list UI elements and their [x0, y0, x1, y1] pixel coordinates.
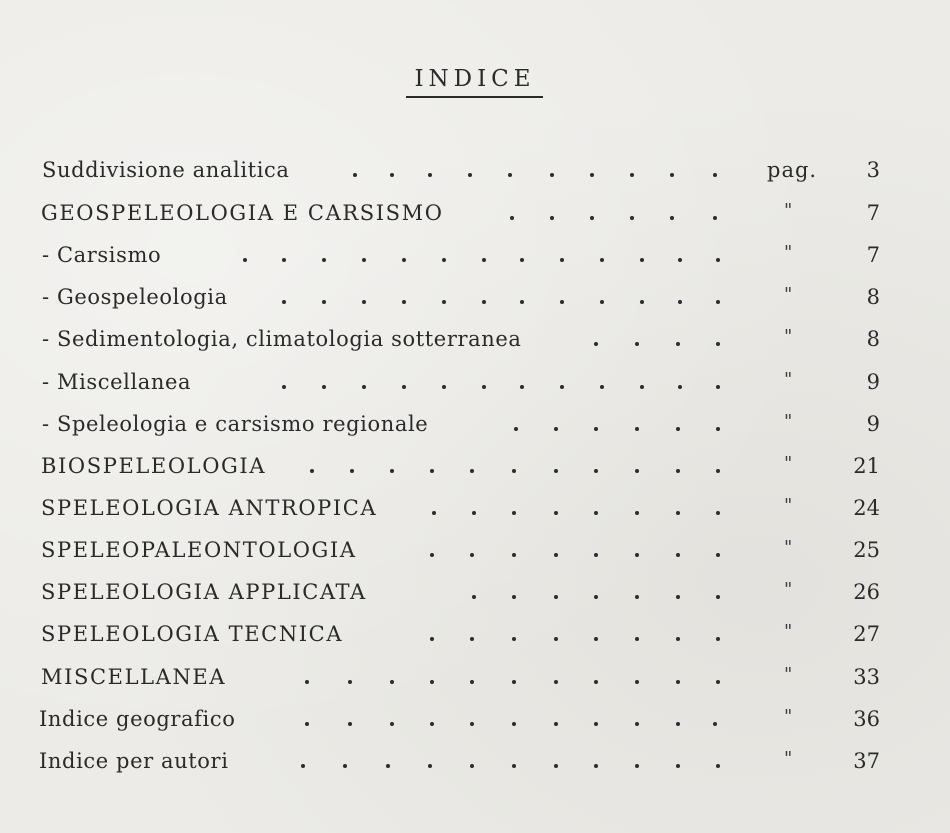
- leader-dot: [386, 764, 390, 768]
- leader-dot: [348, 722, 352, 726]
- leader-dot: [594, 342, 598, 346]
- leader-dot: [470, 469, 474, 473]
- leader-dot: [442, 385, 446, 389]
- leader-dot: [322, 300, 326, 304]
- ditto-mark: ": [784, 664, 793, 685]
- leader-dot: [594, 595, 598, 599]
- ditto-mark: ": [784, 453, 793, 474]
- page-number: 36: [853, 707, 880, 731]
- leader-dot: [350, 469, 354, 473]
- leader-dot: [676, 764, 680, 768]
- page-number: 27: [853, 622, 880, 646]
- leader-dot: [670, 216, 674, 220]
- leader-dot: [353, 173, 357, 177]
- leader-dot: [716, 553, 720, 557]
- leader-dot: [390, 722, 394, 726]
- leader-dot: [713, 216, 717, 220]
- leader-dot: [635, 511, 639, 515]
- toc-row: [0, 660, 950, 694]
- leader-dot: [430, 637, 434, 641]
- toc-row: [0, 702, 950, 736]
- toc-entry-label: SPELEOLOGIA ANTROPICA: [41, 496, 378, 520]
- toc-row: [0, 238, 950, 272]
- ditto-mark: ": [784, 242, 793, 263]
- ditto-mark: ": [784, 411, 793, 432]
- leader-dot: [630, 173, 634, 177]
- leader-dot: [430, 553, 434, 557]
- ditto-mark: ": [784, 495, 793, 516]
- leader-dot: [676, 427, 680, 431]
- leader-dot: [600, 258, 604, 262]
- page-number: 37: [853, 749, 880, 773]
- ditto-mark: ": [784, 326, 793, 347]
- leader-dot: [716, 427, 720, 431]
- leader-dot: [243, 258, 247, 262]
- leader-dot: [594, 637, 598, 641]
- leader-dot: [520, 300, 524, 304]
- toc-entry-label: MISCELLANEA: [41, 665, 227, 689]
- leader-dot: [430, 722, 434, 726]
- leader-dot: [282, 258, 286, 262]
- leader-dot: [512, 680, 516, 684]
- leader-dot: [560, 385, 564, 389]
- leader-dot: [470, 637, 474, 641]
- leader-dot: [554, 553, 558, 557]
- leader-dot: [678, 385, 682, 389]
- leader-dot: [512, 511, 516, 515]
- leader-dot: [676, 342, 680, 346]
- leader-dot: [676, 595, 680, 599]
- leader-dot: [635, 427, 639, 431]
- toc-entry-label: Suddivisione analitica: [42, 158, 290, 182]
- leader-dot: [594, 427, 598, 431]
- leader-dot: [472, 595, 476, 599]
- toc-row: [0, 533, 950, 567]
- leader-dot: [348, 680, 352, 684]
- leader-dot: [512, 637, 516, 641]
- leader-dot: [362, 258, 366, 262]
- page-number: 9: [866, 370, 880, 394]
- ditto-mark: ": [784, 706, 793, 727]
- leader-dot: [362, 385, 366, 389]
- leader-dot: [514, 427, 518, 431]
- leader-dot: [390, 173, 394, 177]
- leader-dot: [310, 469, 314, 473]
- leader-dot: [600, 300, 604, 304]
- leader-dot: [301, 764, 305, 768]
- leader-dot: [482, 258, 486, 262]
- leader-dot: [594, 469, 598, 473]
- leader-dot: [635, 680, 639, 684]
- toc-entry-label: - Geospeleologia: [42, 285, 228, 309]
- leader-dot: [560, 258, 564, 262]
- leader-dot: [482, 385, 486, 389]
- title-underline: [406, 96, 543, 98]
- leader-dot: [600, 385, 604, 389]
- leader-dot: [640, 300, 644, 304]
- leader-dot: [716, 764, 720, 768]
- leader-dot: [716, 342, 720, 346]
- leader-dot: [594, 722, 598, 726]
- leader-dot: [468, 173, 472, 177]
- leader-dot: [554, 427, 558, 431]
- leader-dot: [520, 258, 524, 262]
- leader-dot: [635, 595, 639, 599]
- leader-dot: [554, 511, 558, 515]
- page-title: INDICE: [414, 66, 536, 92]
- leader-dot: [510, 216, 514, 220]
- leader-dot: [305, 722, 309, 726]
- leader-dot: [442, 300, 446, 304]
- leader-dot: [512, 595, 516, 599]
- page-number: 8: [866, 285, 880, 309]
- toc-entry-label: Indice geografico: [39, 707, 236, 731]
- page-number: 7: [866, 243, 880, 267]
- toc-row: [0, 280, 950, 314]
- leader-dot: [512, 469, 516, 473]
- toc-row: [0, 617, 950, 651]
- leader-dot: [554, 764, 558, 768]
- leader-dot: [676, 722, 680, 726]
- leader-dot: [635, 469, 639, 473]
- toc-row: [0, 407, 950, 441]
- leader-dot: [676, 553, 680, 557]
- leader-dot: [635, 553, 639, 557]
- leader-dot: [716, 595, 720, 599]
- leader-dot: [640, 258, 644, 262]
- leader-dot: [402, 385, 406, 389]
- page-number: 25: [853, 538, 880, 562]
- page-number: 24: [853, 496, 880, 520]
- leader-dot: [428, 764, 432, 768]
- leader-dot: [594, 764, 598, 768]
- page-number: 26: [853, 580, 880, 604]
- leader-dot: [635, 722, 639, 726]
- toc-entry-label: Indice per autori: [39, 749, 229, 773]
- leader-dot: [676, 469, 680, 473]
- page-number: 21: [853, 454, 880, 478]
- leader-dot: [676, 511, 680, 515]
- toc-entry-label: SPELEOLOGIA APPLICATA: [41, 580, 367, 604]
- leader-dot: [470, 553, 474, 557]
- leader-dot: [590, 173, 594, 177]
- leader-dot: [713, 173, 717, 177]
- leader-dot: [402, 300, 406, 304]
- leader-dot: [676, 680, 680, 684]
- toc-entry-label: BIOSPELEOLOGIA: [41, 454, 267, 478]
- leader-dot: [716, 469, 720, 473]
- leader-dot: [430, 680, 434, 684]
- page-number: 3: [866, 158, 880, 182]
- toc-entry-label: - Miscellanea: [42, 370, 192, 394]
- leader-dot: [635, 342, 639, 346]
- toc-entry-label: - Speleologia e carsismo regionale: [42, 412, 429, 436]
- ditto-mark: ": [784, 200, 793, 221]
- leader-dot: [716, 637, 720, 641]
- leader-dot: [554, 637, 558, 641]
- leader-dot: [305, 680, 309, 684]
- leader-dot: [520, 385, 524, 389]
- leader-dot: [554, 680, 558, 684]
- toc-entry-label: - Carsismo: [42, 243, 162, 267]
- leader-dot: [472, 511, 476, 515]
- leader-dot: [508, 173, 512, 177]
- leader-dot: [282, 385, 286, 389]
- leader-dot: [716, 511, 720, 515]
- leader-dot: [512, 553, 516, 557]
- ditto-mark: ": [784, 284, 793, 305]
- leader-dot: [560, 300, 564, 304]
- toc-entry-label: GEOSPELEOLOGIA E CARSISMO: [41, 201, 444, 225]
- toc-row: [0, 322, 950, 356]
- page-prefix: pag.: [767, 158, 818, 182]
- leader-dot: [550, 216, 554, 220]
- leader-dot: [716, 300, 720, 304]
- ditto-mark: ": [784, 748, 793, 769]
- ditto-mark: ": [784, 537, 793, 558]
- leader-dot: [554, 722, 558, 726]
- toc-row: [0, 365, 950, 399]
- toc-row: [0, 153, 950, 187]
- leader-dot: [716, 258, 720, 262]
- leader-dot: [594, 511, 598, 515]
- leader-dot: [716, 680, 720, 684]
- leader-dot: [512, 722, 516, 726]
- leader-dot: [594, 553, 598, 557]
- leader-dot: [322, 385, 326, 389]
- leader-dot: [470, 680, 474, 684]
- leader-dot: [470, 722, 474, 726]
- leader-dot: [713, 722, 717, 726]
- leader-dot: [430, 469, 434, 473]
- leader-dot: [635, 764, 639, 768]
- toc-row: [0, 449, 950, 483]
- leader-dot: [428, 173, 432, 177]
- leader-dot: [442, 258, 446, 262]
- leader-dot: [640, 385, 644, 389]
- leader-dot: [678, 258, 682, 262]
- toc-row: [0, 575, 950, 609]
- page-number: 33: [853, 665, 880, 689]
- leader-dot: [470, 764, 474, 768]
- leader-dot: [554, 469, 558, 473]
- toc-row: [0, 196, 950, 230]
- leader-dot: [670, 173, 674, 177]
- ditto-mark: ": [784, 369, 793, 390]
- leader-dot: [630, 216, 634, 220]
- page-number: 8: [866, 327, 880, 351]
- leader-dot: [362, 300, 366, 304]
- ditto-mark: ": [784, 621, 793, 642]
- toc-entry-label: - Sedimentologia, climatologia sotterranea: [42, 327, 522, 351]
- leader-dot: [590, 216, 594, 220]
- leader-dot: [322, 258, 326, 262]
- leader-dot: [676, 637, 680, 641]
- leader-dot: [482, 300, 486, 304]
- leader-dot: [678, 300, 682, 304]
- leader-dot: [432, 511, 436, 515]
- page-number: 9: [866, 412, 880, 436]
- leader-dot: [716, 385, 720, 389]
- page-number: 7: [866, 201, 880, 225]
- leader-dot: [390, 469, 394, 473]
- leader-dot: [554, 595, 558, 599]
- toc-entry-label: SPELEOPALEONTOLOGIA: [41, 538, 357, 562]
- leader-dot: [343, 764, 347, 768]
- leader-dot: [594, 680, 598, 684]
- leader-dot: [512, 764, 516, 768]
- leader-dot: [282, 300, 286, 304]
- toc-row: [0, 491, 950, 525]
- leader-dot: [390, 680, 394, 684]
- toc-entry-label: SPELEOLOGIA TECNICA: [41, 622, 344, 646]
- ditto-mark: ": [784, 579, 793, 600]
- toc-row: [0, 744, 950, 778]
- leader-dot: [635, 637, 639, 641]
- leader-dot: [402, 258, 406, 262]
- leader-dot: [550, 173, 554, 177]
